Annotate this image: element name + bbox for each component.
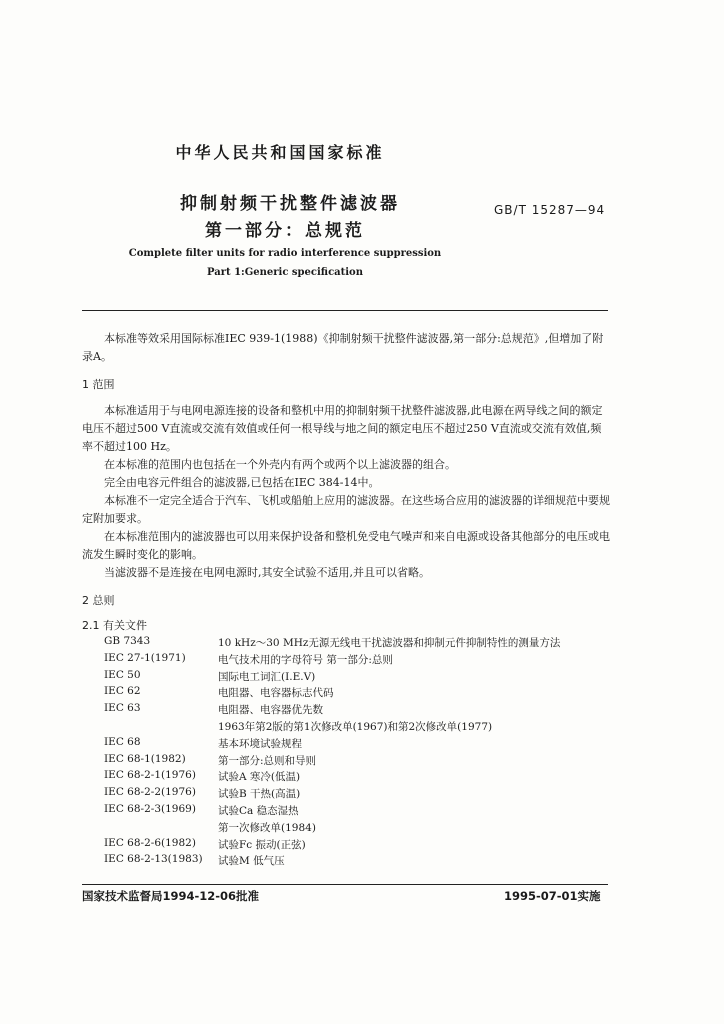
reference-title: 电阻器、电容器标志代码	[218, 687, 334, 700]
reference-code: IEC 62	[104, 685, 141, 698]
reference-code: IEC 68-1(1982)	[104, 752, 186, 765]
reference-code: GB 7343	[104, 635, 151, 647]
reference-code: IEC 68-2-1(1976)	[104, 769, 196, 782]
section1-paragraph: 本标准适用于与电网电源连接的设备和整机中用的抑制射频干扰整件滤波器,此电源在两导线之间的额定电压不超过500 V直流或交流有效值或任何一根导线与地之间的额定电压不超过250 V直流或交流有效值,频率不超过100 Hz。	[82, 404, 603, 453]
reference-title: 试验M 低气压	[218, 855, 285, 868]
reference-row	[104, 786, 614, 803]
intro-text: 本标准等效采用国际标准IEC 939-1(1988)《抑制射频干扰整件滤波器,第一部分:总规范》,但增加了附录A。	[82, 332, 604, 363]
reference-row	[104, 837, 614, 854]
reference-code: IEC 50	[104, 668, 141, 681]
document-title-line2: 第一部分：总规范	[205, 221, 365, 241]
reference-title: 试验Ca 稳态湿热	[218, 804, 299, 817]
reference-row	[104, 853, 614, 870]
intro-paragraph	[82, 330, 610, 366]
reference-code: IEC 68-2-3(1969)	[104, 802, 196, 815]
reference-title: 试验A 寒冷(低温)	[218, 771, 301, 784]
english-title-line1: Complete filter units for radio interference suppression	[128, 248, 442, 259]
reference-title: 第一次修改单(1984)	[218, 821, 316, 834]
reference-title: 电气技术用的字母符号 第一部分:总则	[218, 653, 393, 666]
reference-title: 10 kHz～30 MHz无源无线电干扰滤波器和抑制元件抑制特性的测量方法	[218, 637, 561, 649]
section2-1-heading: 2.1 有关文件	[82, 619, 147, 632]
reference-code: IEC 27-1(1971)	[104, 651, 186, 664]
standard-number: GB/T 15287—94	[494, 203, 606, 217]
reference-title: 第一部分:总则和导则	[218, 754, 317, 767]
approval-date: 国家技术监督局1994-12-06批准	[82, 889, 260, 903]
footer-divider	[82, 884, 608, 885]
reference-list	[104, 635, 614, 870]
implementation-date: 1995-07-01实施	[504, 889, 601, 903]
section1-paragraph: 完全由电容元件组合的滤波器,已包括在IEC 384-14中。	[104, 476, 380, 489]
section1-paragraph: 当滤波器不是连接在电网电源时,其安全试验不适用,并且可以省略。	[104, 566, 430, 579]
header-divider	[82, 310, 608, 311]
reference-title: 试验B 干热(高温)	[218, 788, 301, 801]
section2-heading: 2 总则	[82, 594, 115, 607]
reference-row	[104, 719, 614, 736]
reference-row	[104, 635, 614, 652]
reference-row	[104, 803, 614, 820]
reference-code: IEC 68-2-13(1983)	[104, 853, 203, 866]
reference-code: IEC 68-2-6(1982)	[104, 836, 196, 849]
reference-row	[104, 702, 614, 719]
reference-row	[104, 736, 614, 753]
reference-code: IEC 68-2-2(1976)	[104, 786, 196, 799]
section1-paragraph: 在本标准范围内的滤波器也可以用来保护设备和整机免受电气噪声和来自电源或设备其他部分的电压或电流发生瞬时变化的影响。	[82, 530, 610, 561]
section1-heading: 1 范围	[82, 378, 115, 391]
section1-body	[82, 402, 610, 582]
reference-code: IEC 68	[104, 735, 141, 748]
section1-paragraph: 在本标准的范围内也包括在一个外壳内有两个或两个以上滤波器的组合。	[104, 458, 456, 471]
reference-row	[104, 669, 614, 686]
national-standard-heading: 中华人民共和国国家标准	[175, 143, 385, 162]
reference-row	[104, 652, 614, 669]
reference-row	[104, 753, 614, 770]
reference-code: IEC 63	[104, 702, 141, 715]
section1-paragraph: 本标准不一定完全适合于汽车、飞机或船舶上应用的滤波器。在这些场合应用的滤波器的详细规范中要规定附加要求。	[82, 494, 610, 525]
reference-row	[104, 769, 614, 786]
english-title-line2: Part 1:Generic specification	[207, 267, 363, 278]
reference-row	[104, 685, 614, 702]
reference-title: 基本环境试验规程	[218, 737, 302, 750]
reference-title: 国际电工词汇(I.E.V)	[218, 670, 316, 683]
document-title-line1: 抑制射频干扰整件滤波器	[180, 194, 400, 214]
reference-title: 1963年第2版的第1次修改单(1967)和第2次修改单(1977)	[218, 720, 493, 733]
reference-title: 电阻器、电容器优先数	[218, 704, 323, 717]
reference-row	[104, 820, 614, 837]
reference-title: 试验Fc 振动(正弦)	[218, 838, 306, 851]
